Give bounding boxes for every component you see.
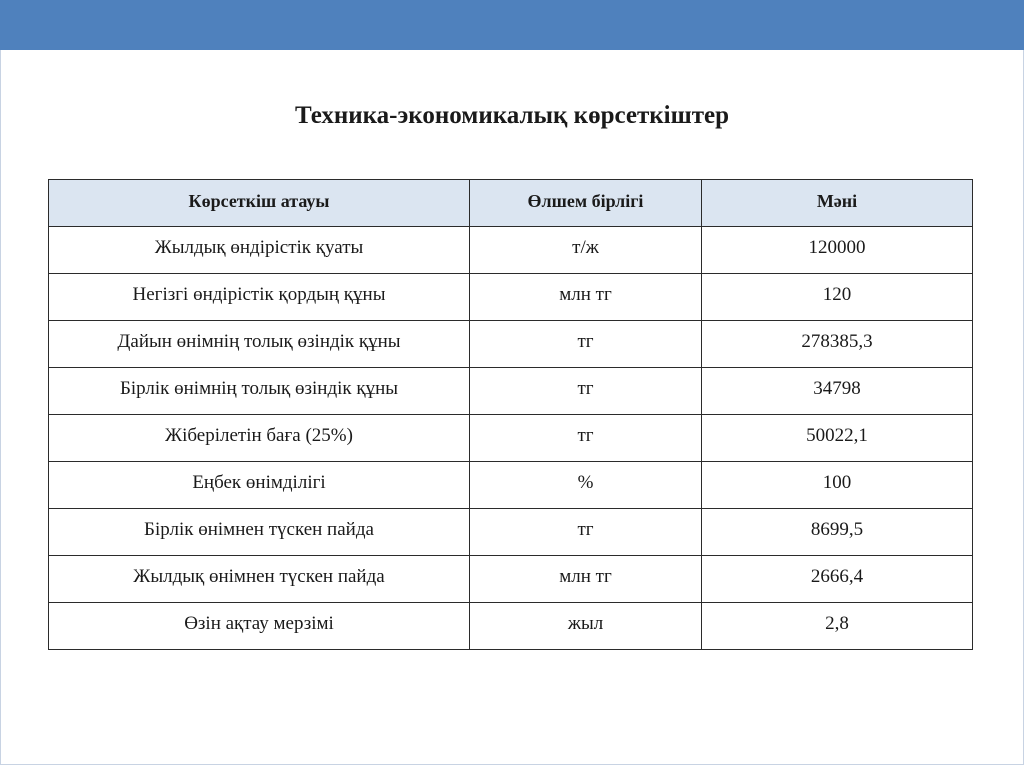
indicator-name-cell: Бірлік өнімнің толық өзіндік құны xyxy=(49,368,470,415)
value-cell: 50022,1 xyxy=(702,415,973,462)
value-cell: 34798 xyxy=(702,368,973,415)
table-row xyxy=(49,415,973,462)
indicator-name-cell: Негізгі өндірістік қордың құны xyxy=(49,274,470,321)
indicator-name-cell: Бірлік өнімнен түскен пайда xyxy=(49,509,470,556)
table-row xyxy=(49,603,973,650)
slide-title: Техника-экономикалық көрсеткіштер xyxy=(295,102,729,129)
unit-cell: жыл xyxy=(470,603,702,650)
indicator-name-cell: Жылдық өнімнен түскен пайда xyxy=(49,556,470,603)
unit-cell: т/ж xyxy=(470,227,702,274)
indicator-name-cell: Жылдық өндірістік қуаты xyxy=(49,227,470,274)
table-header-row xyxy=(49,180,973,227)
header-indicator-name: Көрсеткіш атауы xyxy=(49,180,470,227)
unit-cell: тг xyxy=(470,509,702,556)
header-unit: Өлшем бірлігі xyxy=(470,180,702,227)
unit-cell: тг xyxy=(470,368,702,415)
table-row xyxy=(49,321,973,368)
value-cell: 8699,5 xyxy=(702,509,973,556)
unit-cell: млн тг xyxy=(470,556,702,603)
value-cell: 2666,4 xyxy=(702,556,973,603)
indicators-table xyxy=(48,179,973,650)
value-cell: 120 xyxy=(702,274,973,321)
unit-cell: тг xyxy=(470,415,702,462)
value-cell: 2,8 xyxy=(702,603,973,650)
table-row xyxy=(49,227,973,274)
value-cell: 278385,3 xyxy=(702,321,973,368)
indicator-name-cell: Дайын өнімнің толық өзіндік құны xyxy=(49,321,470,368)
indicator-name-cell: Өзін ақтау мерзімі xyxy=(49,603,470,650)
table-row xyxy=(49,274,973,321)
indicator-name-cell: Жіберілетін баға (25%) xyxy=(49,415,470,462)
table-row xyxy=(49,462,973,509)
unit-cell: тг xyxy=(470,321,702,368)
indicator-name-cell: Еңбек өнімділігі xyxy=(49,462,470,509)
header-value: Мәні xyxy=(702,180,973,227)
table-row xyxy=(49,509,973,556)
table-row xyxy=(49,368,973,415)
value-cell: 100 xyxy=(702,462,973,509)
unit-cell: млн тг xyxy=(470,274,702,321)
value-cell: 120000 xyxy=(702,227,973,274)
table-row xyxy=(49,556,973,603)
top-accent-bar xyxy=(0,0,1024,50)
unit-cell: % xyxy=(470,462,702,509)
